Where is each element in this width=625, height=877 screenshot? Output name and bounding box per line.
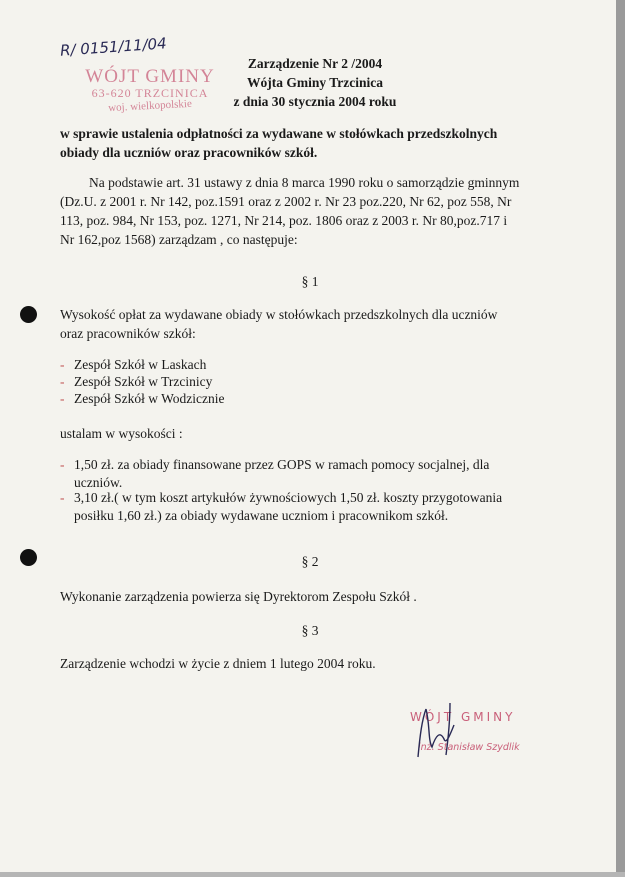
handwritten-signature [400,695,470,765]
signature-block [410,710,550,753]
preamble-line-2: (Dz.U. z 2001 r. Nr 142, poz.1591 oraz z 2002 r. Nr 23 poz.220, Nr 62, poz 558, Nr [60,194,512,209]
section-1-intro-line-2: oraz pracowników szkół: [60,326,196,341]
school-name: Zespół Szkół w Trzcinicy [74,374,213,389]
preamble-line-3: 113, poz. 984, Nr 153, poz. 1271, Nr 214, poz. 1806 oraz z 2003 r. Nr 80,poz.717 i [60,213,508,228]
list-dash: - [60,490,65,505]
handwritten-reference: R/ 0151/11/04 [59,34,168,60]
rate-1-line-1: 1,50 zł. za obiady finansowane przez GOPS w ramach pomocy socjalnej, dla [74,457,490,472]
school-item [60,356,206,374]
section-1-intro-line-1: Wysokość opłat za wydawane obiady w stołówkach przedszkolnych dla uczniów [60,307,498,322]
rate-2-line-2: posiłku 1,60 zł.) za obiady wydawane uczniom i pracownikom szkół. [74,508,449,523]
stamp-line-3: woj. wielkopolskie [107,97,193,115]
subject-line-2: obiady dla uczniów oraz pracowników szkół. [60,145,318,160]
section-1-mid-text: ustalam w wysokości : [60,426,183,441]
list-dash: - [60,391,65,406]
header-issuer: Wójta Gminy Trzcinica [247,75,383,90]
header-date: z dnia 30 stycznia 2004 roku [233,94,397,109]
section-3-text: Zarządzenie wchodzi w życie z dniem 1 lutego 2004 roku. [60,656,376,671]
rate-1-line-2: uczniów. [74,475,123,490]
document-header [200,54,430,111]
stamp-line-1: WÓJT GMINY [85,66,215,87]
signature-title: WÓJT GMINY [410,710,516,724]
school-name: Zespół Szkół w Laskach [74,357,207,372]
punch-hole-top [20,306,37,323]
list-dash: - [60,374,65,389]
subject-line-1: w sprawie ustalenia odpłatności za wydawane w stołówkach przedszkolnych [60,126,498,141]
section-3-heading: § 3 [301,623,319,638]
section-2-text: Wykonanie zarządzenia powierza się Dyrektorom Zespołu Szkół . [60,589,417,604]
rate-item-1 [60,456,489,492]
section-1-heading: § 1 [301,274,319,289]
rate-item-2 [60,489,502,525]
list-dash: - [60,357,65,372]
scan-edge-bottom [0,872,625,877]
school-item [60,373,212,391]
header-ordinance-number: Zarządzenie Nr 2 /2004 [247,56,383,71]
scan-edge-right [616,0,625,877]
signature-name: inż. Stanisław Szydlik [418,742,520,753]
rate-2-line-1: 3,10 zł.( w tym koszt artykułów żywnościowych 1,50 zł. koszty przygotowania [74,490,503,505]
school-item [60,390,225,408]
list-dash: - [60,457,65,472]
punch-hole-bottom [20,549,37,566]
stamp-line-2: 63-620 TRZCINICA [91,86,209,100]
preamble-line-4: Nr 162,poz 1568) zarządzam , co następuje: [60,232,298,247]
preamble-line-1: Na podstawie art. 31 ustawy z dnia 8 marca 1990 roku o samorządzie gminnym [89,175,520,190]
school-name: Zespół Szkół w Wodzicznie [74,391,225,406]
section-2-heading: § 2 [301,554,319,569]
